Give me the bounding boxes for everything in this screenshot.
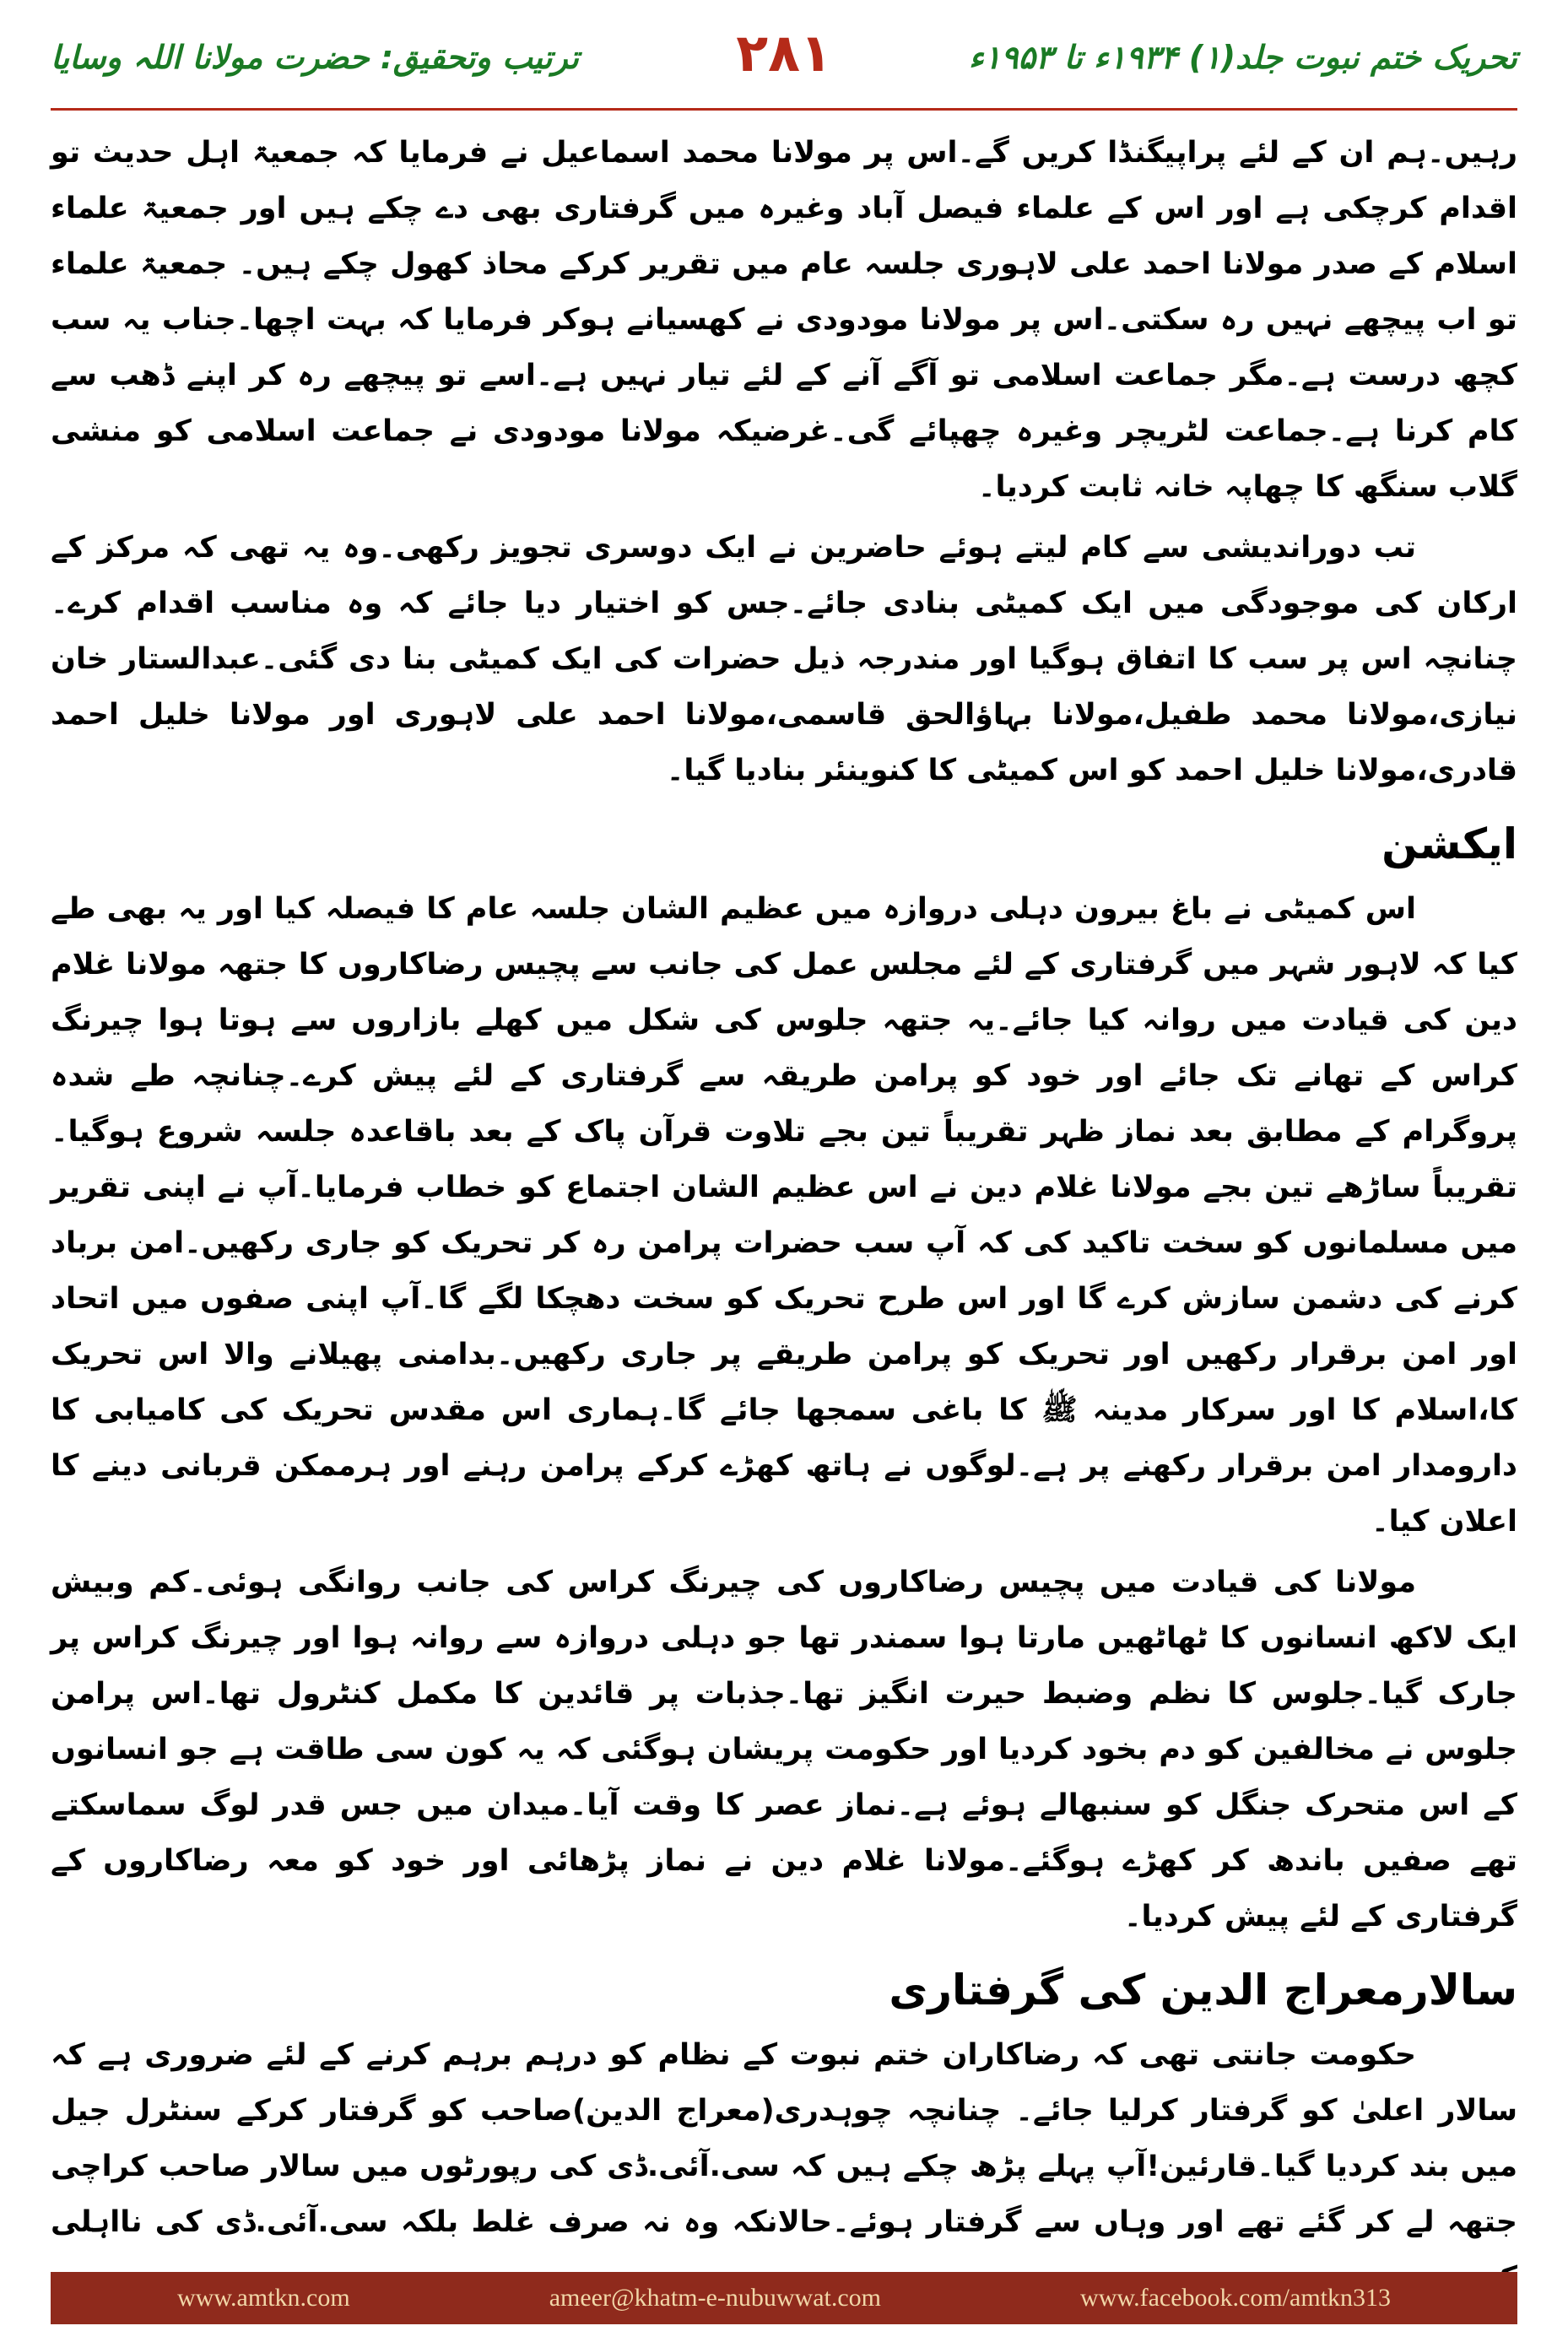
facebook-link[interactable]: www.facebook.com/amtkn313 (1080, 2284, 1391, 2312)
compiler-credit: ترتیب وتحقیق: حضرت مولانا اللہ وسایا (51, 39, 579, 76)
page-body (51, 125, 1517, 2311)
header-divider (51, 108, 1517, 111)
paragraph-3: اس کمیٹی نے باغ بیرون دہلی دروازہ میں عظیم الشان جلسہ عام کا فیصلہ کیا اور یہ بھی طے کیا کہ لاہور شہر میں گرفتاری کے لئے مجلس عمل کی جانب سے پچیس رضاکاروں کا جتھہ مولانا غلام دین کی قیادت میں روانہ کیا جائے۔یہ جتھہ جلوس کی شکل میں کھلے بازاروں سے ہوتا ہوا چیرنگ کراس کے تھانے تک جائے اور خود کو پرامن طریقہ سے گرفتاری کے لئے پیش کرے۔چنانچہ طے شدہ پروگرام کے مطابق بعد نماز ظہر تقریباً تین بجے تلاوت قرآن پاک کے بعد باقاعدہ جلسہ شروع ہوگیا۔تقریباً ساڑھے تین بجے مولانا غلام دین نے اس عظیم الشان اجتماع کو خطاب فرمایا۔آپ نے اپنی تقریر میں مسلمانوں کو سخت تاکید کی کہ آپ سب حضرات پرامن رہ کر تحریک کو جاری رکھیں۔امن برباد کرنے کی دشمن سازش کرے گا اور اس طرح تحریک کو سخت دھچکا لگے گا۔آپ اپنی صفوں میں اتحاد اور امن برقرار رکھیں اور تحریک کو پرامن طریقے پر جاری رکھیں۔بدامنی پھیلانے والا اس تحریک کا،اسلام کا اور سرکار مدینہ ﷺ کا باغی سمجھا جائے گا۔ہماری اس مقدس تحریک کی کامیابی کا دارومدار امن برقرار رکھنے پر ہے۔لوگوں نے ہاتھ کھڑے کرکے پرامن رہنے اور ہرممکن قربانی دینے کا اعلان کیا۔ (51, 892, 1517, 1539)
paragraph-1: رہیں۔ہم ان کے لئے پراپیگنڈا کریں گے۔اس پر مولانا محمد اسماعیل نے فرمایا کہ جمعیۃ اہل حدیث تو اقدام کرچکی ہے اور اس کے علماء فیصل آباد وغیرہ میں گرفتاری بھی دے چکے ہیں اور جمعیۃ علماء اسلام کے صدر مولانا احمد علی لاہوری جلسہ عام میں تقریر کرکے محاذ کھول چکے ہیں۔ جمعیۃ علماء تو اب پیچھے نہیں رہ سکتی۔اس پر مولانا مودودی نے کھسیانے ہوکر فرمایا کہ بہت اچھا۔جناب یہ سب کچھ درست ہے۔مگر جماعت اسلامی تو آگے آنے کے لئے تیار نہیں ہے۔اسے تو پیچھے رہ کر اپنے ڈھب سے کام کرنا ہے۔جماعت لٹریچر وغیرہ چھپائے گی۔غرضیکہ مولانا مودودی نے جماعت اسلامی کو منشی گلاب سنگھ کا چھاپہ خانہ ثابت کردیا۔ (51, 136, 1517, 504)
page-header (51, 17, 1517, 110)
series-title: تحریک ختم نبوت جلد(۱) ۱۹۳۴ء تا ۱۹۵۳ء (968, 39, 1517, 76)
paragraph-5: حکومت جانتی تھی کہ رضاکاران ختم نبوت کے نظام کو درہم برہم کرنے کے لئے ضروری ہے کہ سالار اعلیٰ کو گرفتار کرلیا جائے۔ چنانچہ چوہدری(معراج الدین)صاحب کو گرفتار کرکے سنٹرل جیل میں بند کردیا گیا۔قارئین!آپ پہلے پڑھ چکے ہیں کہ سی.آئی.ڈی کی رپورٹوں میں سالار صاحب کراچی جتھہ لے کر گئے تھے اور وہاں سے گرفتار ہوئے۔حالانکہ وہ نہ صرف غلط بلکہ سی.آئی.ڈی کی نااہلی (51, 2038, 1517, 2239)
section-heading-arrest: سالارمعراج الدین کی گرفتاری (889, 1966, 1517, 2015)
paragraph-2: تب دوراندیشی سے کام لیتے ہوئے حاضرین نے ایک دوسری تجویز رکھی۔وہ یہ تھی کہ مرکز کے ارکان کی موجودگی میں ایک کمیٹی بنادی جائے۔جس کو اختیار دیا جائے کہ وہ مناسب اقدام کرے۔چنانچہ اس پر سب کا اتفاق ہوگیا اور مندرجہ ذیل حضرات کی ایک کمیٹی بنا دی گئی۔عبدالستار خان نیازی،مولانا محمد طفیل،مولانا بہاؤالحق قاسمی،مولانا احمد علی لاہوری اور مولانا خلیل احمد قادری،مولانا خلیل احمد کو اس کمیٹی کا کنوینئر بنادیا گیا۔ (51, 531, 1517, 787)
email-link[interactable]: ameer@khatm-e-nubuwwat.com (549, 2284, 882, 2312)
page-footer (51, 2272, 1517, 2324)
page-number: ۲۸۱ (736, 22, 832, 84)
website-link[interactable]: www.amtkn.com (177, 2284, 350, 2312)
paragraph-4: مولانا کی قیادت میں پچیس رضاکاروں کی چیرنگ کراس کی جانب روانگی ہوئی۔کم وبیش ایک لاکھ انسانوں کا ٹھاٹھیں مارتا ہوا سمندر تھا جو دہلی دروازہ سے روانہ ہوا اور چیرنگ کراس پر جارک گیا۔جلوس کا نظم وضبط حیرت انگیز تھا۔جذبات پر قائدین کا مکمل کنٹرول تھا۔اس پرامن جلوس نے مخالفین کو دم بخود کردیا اور حکومت پریشان ہوگئی کہ یہ کون سی طاقت ہے جو انسانوں کے اس متحرک جنگل کو سنبھالے ہوئے ہے۔نماز عصر کا وقت آیا۔میدان میں جس قدر لوگ سماسکتے تھے صفیں باندھ کر کھڑے ہوگئے۔مولانا غلام دین نے نماز پڑھائی اور خود کو معہ رضاکاروں کے گرفتاری کے لئے پیش کردیا۔ (51, 1566, 1517, 1934)
section-heading-action: ایکشن (1381, 819, 1517, 868)
